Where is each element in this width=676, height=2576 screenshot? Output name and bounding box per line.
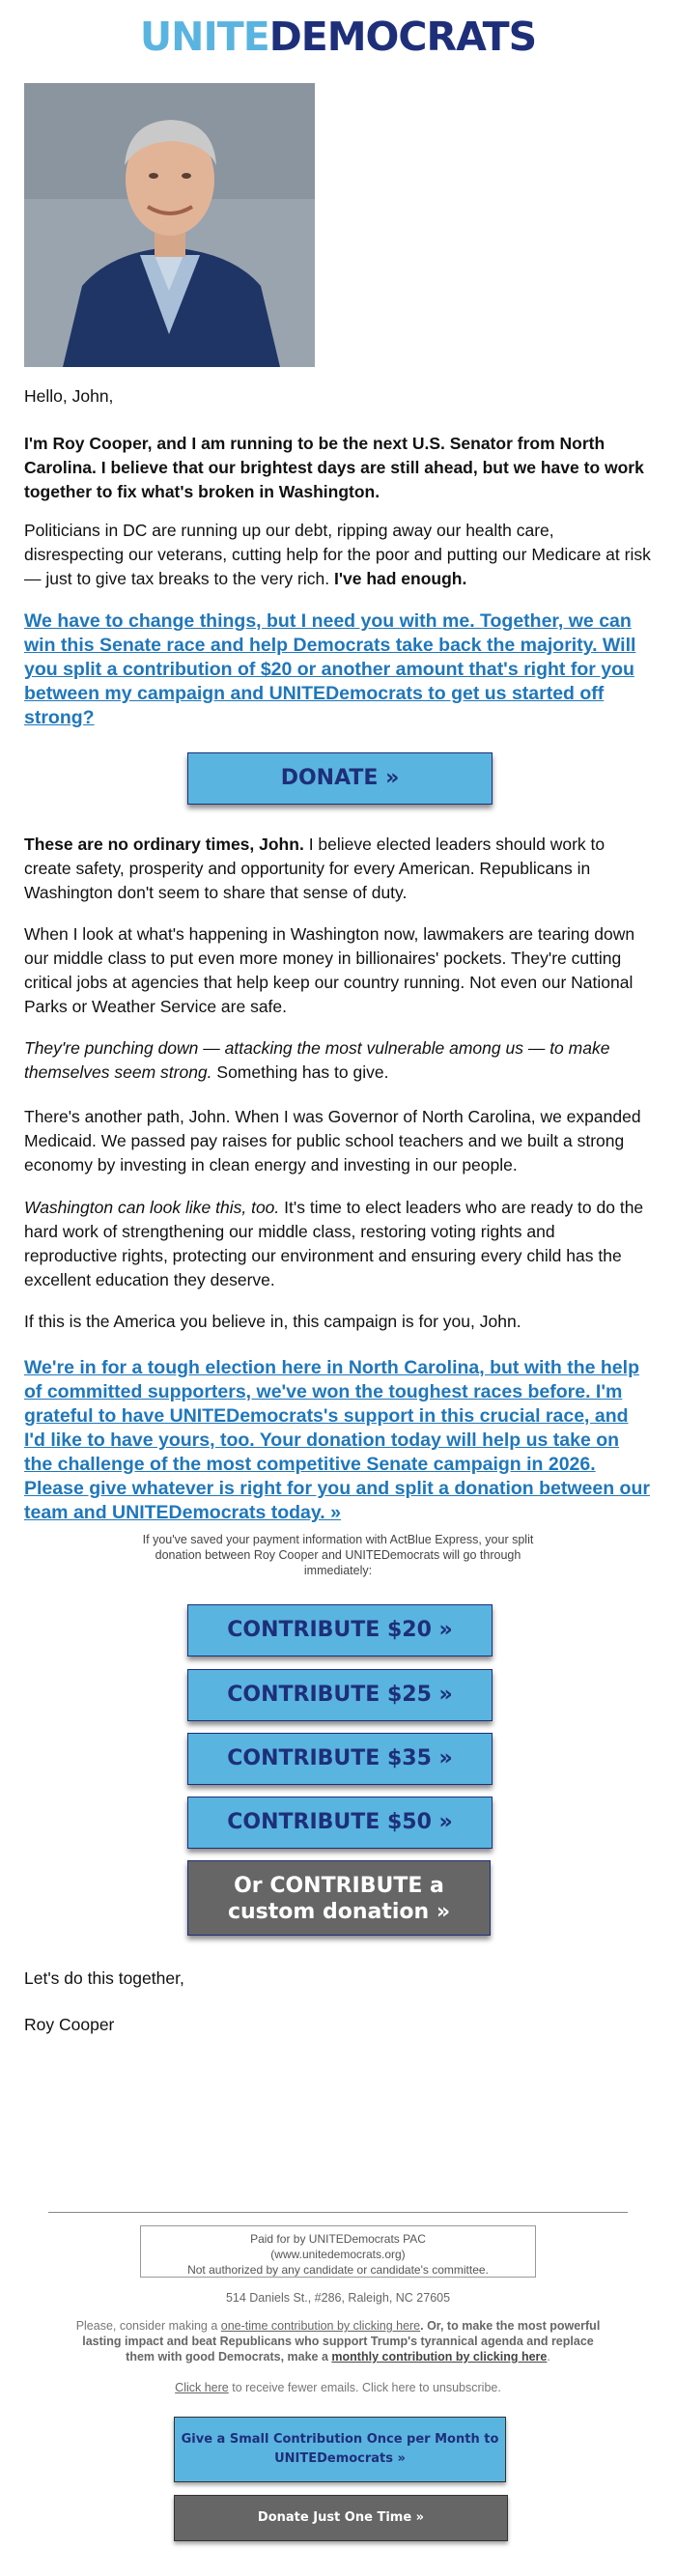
split-contribution-link[interactable]: We have to change things, but I need you with me. Together, we can win this Senate race and help Democrats take back the majority. Will you split a contribution of $20 or another amount that's right for you between my campaign and UNITEDemocrats to get us started off strong? [24,610,636,728]
paragraph-washington: When I look at what's happening in Washington now, lawmakers are tearing down our middle class to put even more money in billionaires' pockets. They're cutting critical jobs at agencies that help keep our country running. Not even our National Parks or Weather Service are safe. [24,924,635,1016]
paragraph-ordinary-times [24,833,652,905]
paragraph-punching-down-italic: They're punching down — attacking the most vulnerable among us — to make themselves seem strong. [24,1038,610,1082]
paragraph-america: If this is the America you believe in, this campaign is for you, John. [24,1312,521,1331]
actblue-note: If you've saved your payment information with ActBlue Express, your split donation between Roy Cooper and UNITEDemocrats will go through immediately: [142,1533,534,1577]
candidate-portrait-graphic [24,83,315,367]
one-time-contribution-link[interactable]: one-time contribution by clicking here [220,2319,421,2333]
logo-part-unite: UNITE [139,14,269,60]
paragraph-another-path: There's another path, John. When I was Governor of North Carolina, we expanded Medicaid. We passed pay raises for public school teachers and we built a strong economy by investing in clean energy and investing in our people. [24,1107,641,1175]
paragraph-look-like-this-italic: Washington can look like this, too. [24,1198,280,1217]
paragraph-look-like-this-text: It's time to elect leaders who are ready to do the hard work of strengthening our middle class, restoring voting rights and reproductive rights, protecting our environment and ensuring every child has the excellent education they deserve. [24,1198,644,1289]
mailing-address: 514 Daniels St., #286, Raleigh, NC 27605 [225,2291,451,2305]
paragraph-ordinary-times-bold: These are no ordinary times, John. [24,835,304,854]
fewer-emails-text: to receive fewer emails. Click here to unsubscribe. [232,2381,501,2394]
candidate-photo [24,83,315,367]
paragraph-debt [24,519,652,591]
footer-divider [48,2212,628,2213]
paragraph-debt-bold: I've had enough. [333,569,467,588]
logo-part-democrats: DEMOCRATS [268,14,537,60]
contribute-25-button[interactable]: CONTRIBUTE $25 » [187,1669,493,1721]
monthly-contribution-button[interactable]: Give a Small Contribution Once per Month to UNITEDemocrats » [174,2417,506,2482]
intro-paragraph: I'm Roy Cooper, and I am running to be the next U.S. Senator from North Carolina. I believe that our brightest days are still ahead, but we have to work together to fix what's broken in Washington. [24,434,644,501]
one-time-donate-button[interactable]: Donate Just One Time » [174,2495,508,2541]
donate-button[interactable]: DONATE » [187,752,493,805]
fewer-emails-link[interactable]: Click here [175,2381,229,2394]
closing: Let's do this together, [24,1968,184,1988]
fewer-emails-line [48,2380,628,2395]
site-line: (www.unitedemocrats.org) [270,2248,406,2261]
disclaimer-box [140,2225,536,2278]
signature: Roy Cooper [24,2015,115,2034]
custom-donation-button[interactable]: Or CONTRIBUTE a custom donation » [187,1860,491,1936]
tough-election-link[interactable]: We're in for a tough election here in North Carolina, but with the help of committed supporters, we've won the toughest races before. I'm grateful to have UNITEDemocrats's support in this crucial race, and I'd like to have yours, too. Your donation today will help us take on the challenge of the most competitive Senate campaign in 2026. Please give whatever is right for you and split a donation between our team and UNITEDemocrats today. » [24,1357,650,1523]
paragraph-punching-down-text: Something has to give. [216,1062,389,1082]
greeting: Hello, John, [24,386,114,406]
not-authorized-line: Not authorized by any candidate or candidate's committee. [187,2263,489,2277]
consider-paragraph: Please, consider making a one-time contribution by clicking here. Or, to make the most powerful lasting impact and beat Republicans who support Trump's tyrannical agenda and replace them with good Democrats, make a monthly contribution by clicking here. [75,2319,601,2364]
consider-pre-text: Please, consider making a [75,2319,218,2333]
paragraph-debt-text: Politicians in DC are running up our debt, ripping away our health care, disrespecting our veterans, cutting help for the poor and putting our Medicare at risk — just to give tax breaks to the very rich. [24,521,651,588]
paragraph-look-like-this [24,1196,652,1292]
consider-bold-text: . Or, to make the most powerful lasting impact and beat Republicans who support Trump's tyrannical agenda and replace them with good Democrats, make a [82,2319,601,2364]
brand-logo [0,14,676,60]
paragraph-ordinary-times-text: I believe elected leaders should work to create safety, prosperity and opportunity for every American. Republicans in Washington don't seem to share that sense of duty. [24,835,606,902]
paid-for-line: Paid for by UNITEDemocrats PAC [250,2232,426,2246]
paragraph-punching-down [24,1036,652,1085]
contribute-35-button[interactable]: CONTRIBUTE $35 » [187,1733,493,1785]
contribute-50-button[interactable]: CONTRIBUTE $50 » [187,1797,493,1849]
contribute-20-button[interactable]: CONTRIBUTE $20 » [187,1604,493,1656]
monthly-contribution-link[interactable]: monthly contribution by clicking here [331,2350,548,2364]
